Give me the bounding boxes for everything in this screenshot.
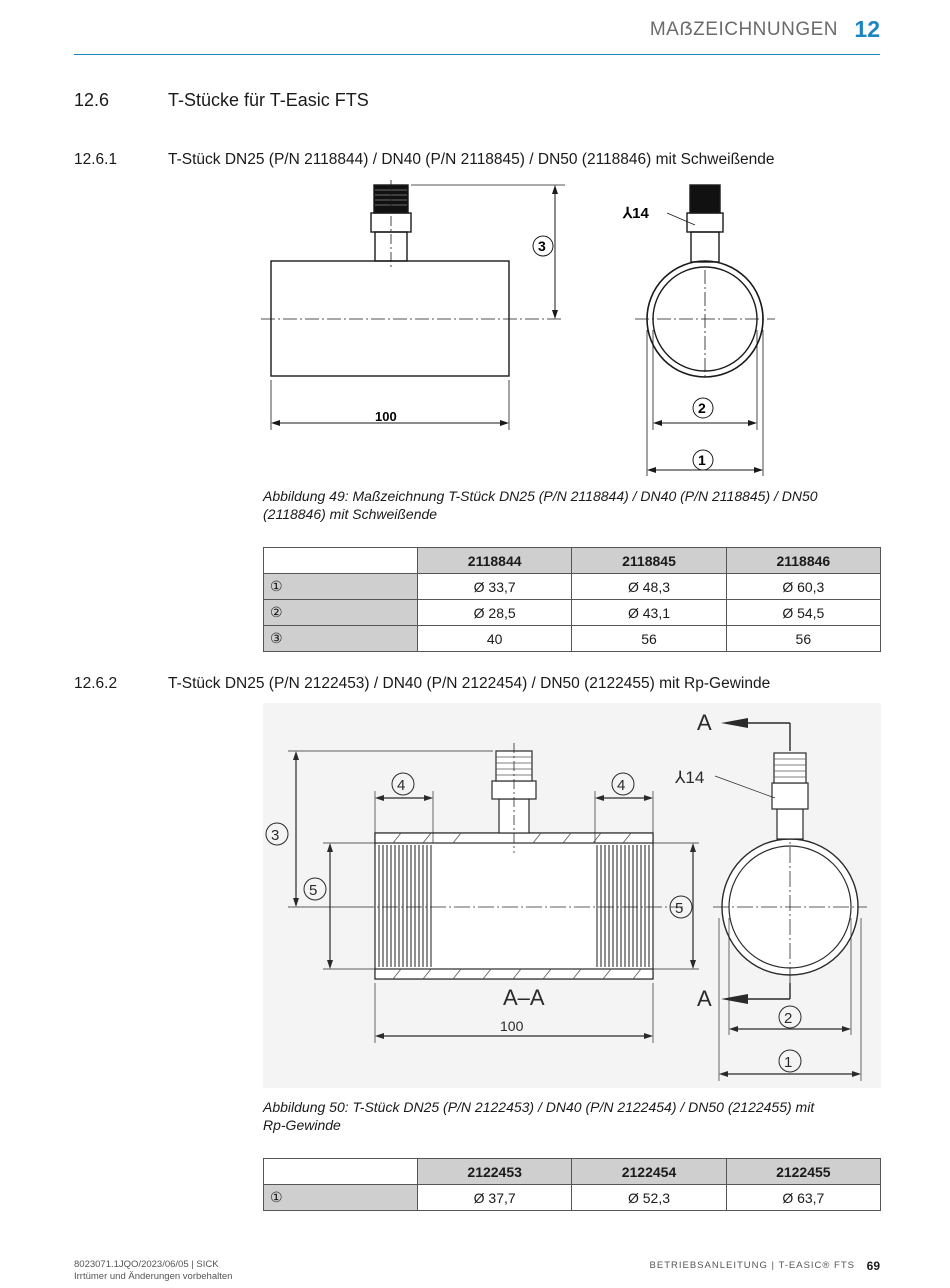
figure-caption <box>263 1098 873 1134</box>
cut-label-bottom: A <box>697 986 712 1011</box>
marker-1: 1 <box>698 452 706 468</box>
length-label: 100 <box>375 409 397 424</box>
table-corner-cell <box>264 548 418 574</box>
table-corner-cell <box>264 1159 418 1185</box>
disclaimer: Irrtümer und Änderungen vorbehalten <box>74 1271 233 1282</box>
table-cell: Ø 54,5 <box>726 600 880 626</box>
section-number: 12.6 <box>74 90 110 110</box>
table-header-cell: 2118846 <box>726 548 880 574</box>
table-cell: Ø 48,3 <box>572 574 726 600</box>
section-title: T-Stücke für T-Easic FTS <box>168 90 369 110</box>
length-label: 100 <box>500 1018 524 1034</box>
section-label: A–A <box>503 985 545 1010</box>
table-row <box>264 626 881 652</box>
chapter-title: MAẞZEICHNUNGEN <box>649 19 838 40</box>
manual-title: BETRIEBSANLEITUNG | T-EASIC® FTS <box>649 1260 855 1271</box>
caption-line: Abbildung 50: T-Stück DN25 (P/N 2122453) / DN40 (P/N 2122454) / DN50 (2122455) mit <box>263 1099 815 1115</box>
table-header-cell: 2122455 <box>726 1159 880 1185</box>
caption-line: (2118846) mit Schweißende <box>263 506 438 522</box>
figure-caption <box>263 487 873 523</box>
marker-2: 2 <box>784 1010 793 1027</box>
dimension-drawing-threaded-tee <box>263 703 881 1088</box>
table-cell: Ø 37,7 <box>418 1185 572 1211</box>
row-label: ① <box>264 574 418 600</box>
caption-line: Rp-Gewinde <box>263 1117 341 1133</box>
subsection-title: T-Stück DN25 (P/N 2118844) / DN40 (P/N 2118845) / DN50 (2118846) mit Schweißende <box>168 151 775 168</box>
caption-line: Abbildung 49: Maßzeichnung T-Stück DN25 (P/N 2118844) / DN40 (P/N 2118845) / DN50 <box>263 488 818 504</box>
row-label: ① <box>264 1185 418 1211</box>
table-cell: Ø 63,7 <box>726 1185 880 1211</box>
table-header-cell: 2122454 <box>572 1159 726 1185</box>
table-header-cell: 2118844 <box>418 548 572 574</box>
cut-label-top: A <box>697 710 712 735</box>
pipe-body-side <box>271 261 509 376</box>
dimension-table <box>263 1158 881 1211</box>
subsection-number: 12.6.2 <box>74 675 118 692</box>
marker-4: 4 <box>617 777 626 794</box>
wrench-size-label: ⅄14 <box>675 768 705 787</box>
table-header-cell: 2122453 <box>418 1159 572 1185</box>
wrench-size-label: ⅄14 <box>623 205 649 222</box>
row-label: ② <box>264 600 418 626</box>
subsection-title: T-Stück DN25 (P/N 2122453) / DN40 (P/N 2122454) / DN50 (2122455) mit Rp-Gewinde <box>168 675 771 692</box>
table-row <box>264 1185 881 1211</box>
marker-5: 5 <box>309 882 318 899</box>
marker-4: 4 <box>397 777 406 794</box>
table-header-row <box>264 1159 881 1185</box>
page-number: 69 <box>866 1259 880 1273</box>
marker-2: 2 <box>698 400 706 416</box>
marker-3: 3 <box>271 827 280 844</box>
header-divider <box>74 54 880 55</box>
marker-3: 3 <box>538 238 546 254</box>
pipe-section-body <box>375 833 653 979</box>
table-cell: Ø 52,3 <box>572 1185 726 1211</box>
table-row <box>264 600 881 626</box>
dimension-drawing-welded-tee <box>255 180 775 480</box>
table-cell: 40 <box>418 626 572 652</box>
marker-1: 1 <box>784 1054 793 1071</box>
table-cell: Ø 43,1 <box>572 600 726 626</box>
subsection-number: 12.6.1 <box>74 151 118 168</box>
table-cell: 56 <box>572 626 726 652</box>
table-cell: Ø 33,7 <box>418 574 572 600</box>
table-header-cell: 2118845 <box>572 548 726 574</box>
chapter-number: 12 <box>854 16 880 42</box>
table-cell: Ø 60,3 <box>726 574 880 600</box>
marker-5: 5 <box>675 900 684 917</box>
dimension-table <box>263 547 881 652</box>
table-cell: 56 <box>726 626 880 652</box>
table-row <box>264 574 881 600</box>
table-header-row <box>264 548 881 574</box>
footer-left <box>74 1259 232 1283</box>
row-label: ③ <box>264 626 418 652</box>
table-cell: Ø 28,5 <box>418 600 572 626</box>
document-id: 8023071.1JQO/2023/06/05 | SICK <box>74 1259 219 1270</box>
